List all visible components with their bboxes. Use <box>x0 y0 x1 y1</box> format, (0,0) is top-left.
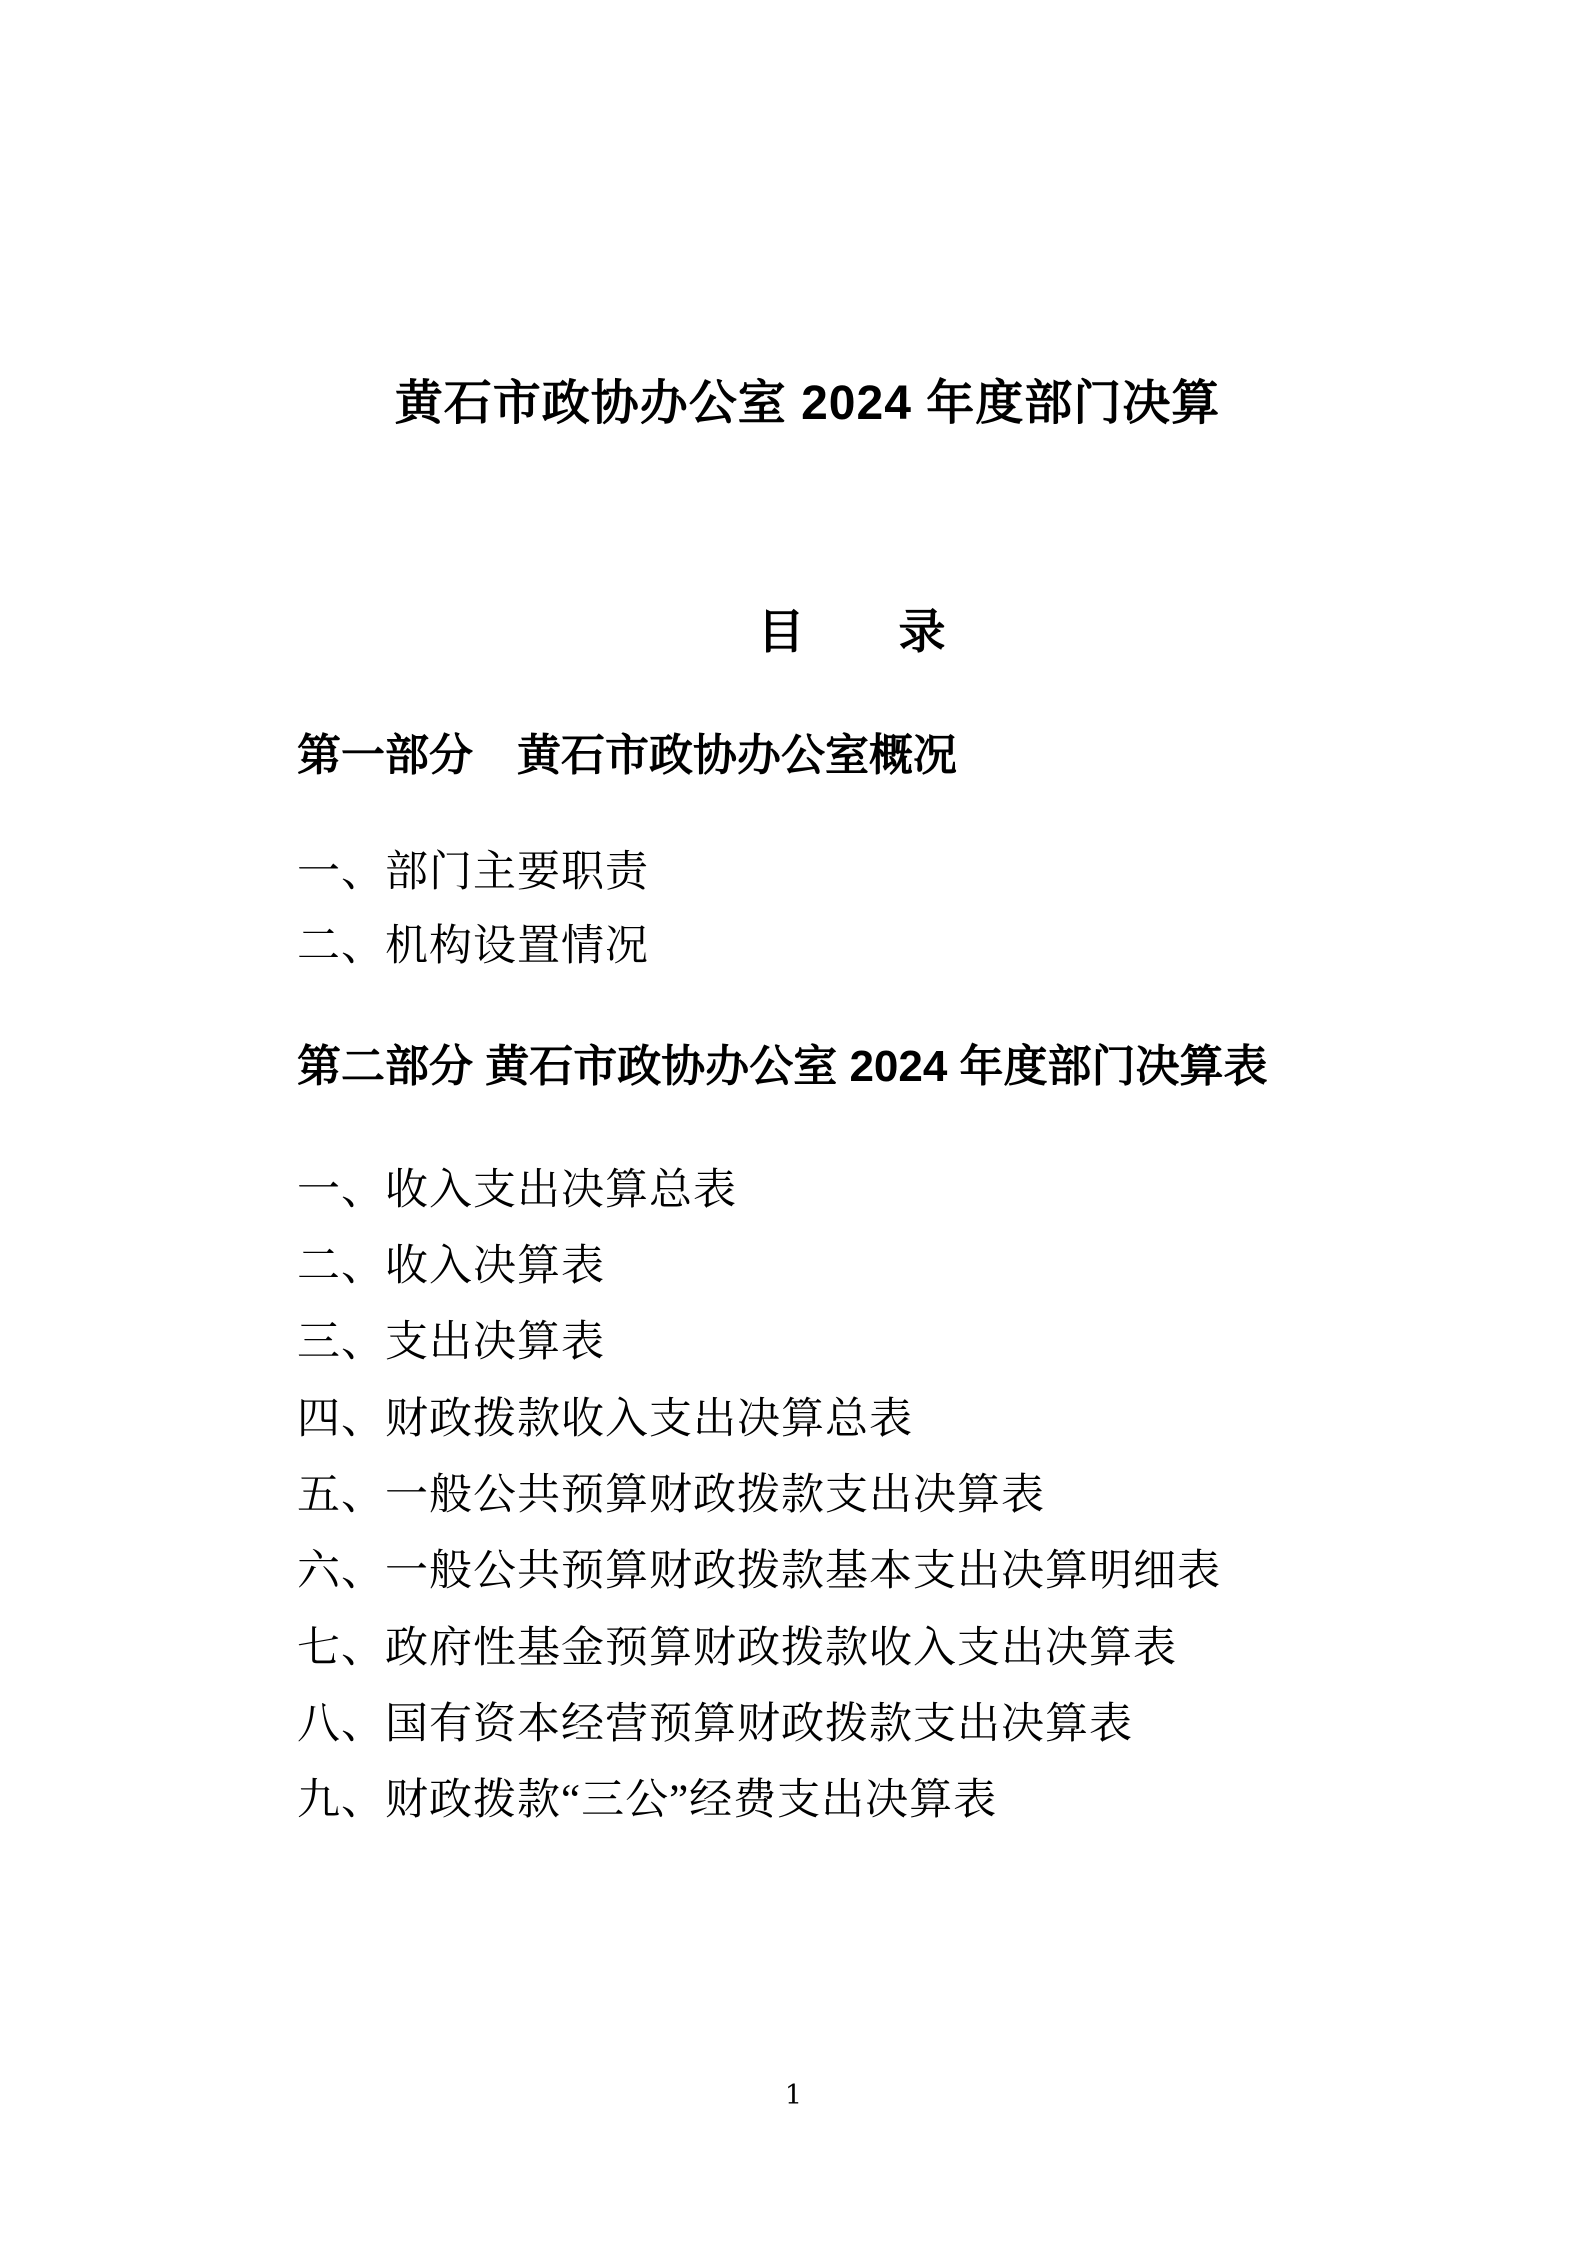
toc-item: 八、国有资本经营预算财政拨款支出决算表 <box>297 1701 1133 1748</box>
section-heading-part2: 第二部分 黄石市政协办公室 2024 年度部门决算表 <box>297 1042 1268 1091</box>
toc-item: 四、财政拨款收入支出决算总表 <box>297 1396 913 1443</box>
toc-item: 九、财政拨款“三公”经费支出决算表 <box>297 1777 998 1824</box>
toc-item: 二、收入决算表 <box>297 1243 605 1290</box>
page-number: 1 <box>784 2080 803 2111</box>
toc-item: 七、政府性基金预算财政拨款收入支出决算表 <box>297 1625 1177 1672</box>
toc-item: 二、机构设置情况 <box>297 923 649 970</box>
section-heading-part1: 第一部分 黄石市政协办公室概况 <box>297 731 957 780</box>
toc-item: 三、支出决算表 <box>297 1319 605 1366</box>
toc-item: 五、一般公共预算财政拨款支出决算表 <box>297 1472 1045 1519</box>
document-title: 黄石市政协办公室 2024 年度部门决算 <box>394 377 1221 430</box>
toc-item: 六、一般公共预算财政拨款基本支出决算明细表 <box>297 1548 1221 1595</box>
toc-item: 一、部门主要职责 <box>297 849 649 896</box>
toc-item: 一、收入支出决算总表 <box>297 1167 737 1214</box>
toc-heading: 目 录 <box>757 605 946 658</box>
